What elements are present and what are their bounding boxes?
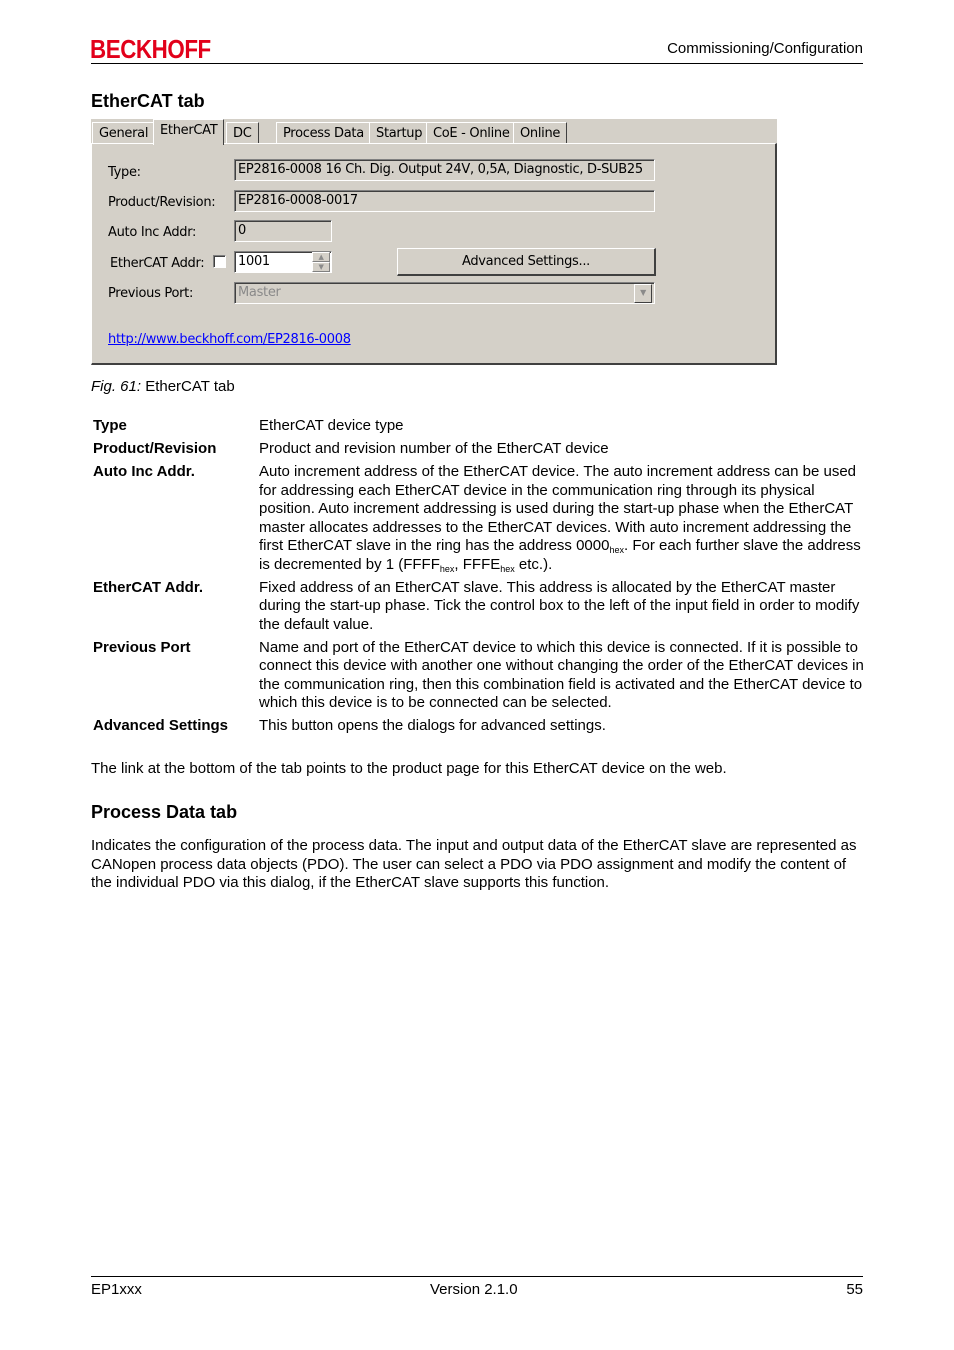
auto-inc-addr-field: 0 <box>234 220 332 242</box>
desc-previous-port: Name and port of the EtherCAT device to which this device is connected. If it is possible to connect this device with another one without changing the order of the EtherCAT devices in the communication ring, then this combination field is activated and the EtherCAT device to which this device is to be connected can be selected. <box>259 638 864 711</box>
previous-port-combobox[interactable]: Master <box>234 282 655 304</box>
beckhoff-logo: BECKHOFF <box>90 34 211 64</box>
auto-inc-addr-label: Auto Inc Addr: <box>108 225 197 240</box>
process-data-paragraph: Indicates the configuration of the process data. The input and output data of the EtherCAT slave are represented as CANopen process data objects (PDO). The user can select a PDO via PDO assignment and modify the content of the individual PDO via this dialog, if the EtherCAT slave supports this function. <box>91 837 857 891</box>
spin-down-icon[interactable]: ▼ <box>312 262 330 272</box>
desc-auto-inc-addr: Auto increment address of the EtherCAT device. The auto increment address can be used for addressing each EtherCAT device in the communication ring through its physical position. Auto increment addressing is used during the start-up phase when the EtherCAT master allocates addresses to the EtherCAT devices. With auto increment addressing the first EtherCAT slave in the ring has the address $0000_{hex}$. For each further slave the address is decremented by 1 ($FFFF_{hex}$, $FFFE_{hex}$ etc.). <box>259 463 861 574</box>
desc-type: EtherCAT device type <box>259 417 404 434</box>
desc-product-revision: Product and revision number of the EtherCAT device <box>259 440 609 457</box>
product-revision-label: Product/Revision: <box>108 195 216 210</box>
definition-row <box>93 463 865 574</box>
section-heading-ethercat-tab: EtherCAT tab <box>91 91 205 111</box>
type-field: EP2816-0008 16 Ch. Dig. Output 24V, 0,5A, Diagnostic, D-SUB25 <box>234 159 655 181</box>
type-label: Type: <box>108 165 141 180</box>
ethercat-addr-checkbox[interactable] <box>213 255 226 268</box>
spin-up-icon[interactable]: ▲ <box>312 252 330 262</box>
tab-coe-online[interactable]: CoE - Online <box>426 122 517 143</box>
definition-row <box>93 579 865 635</box>
definition-row <box>93 639 865 713</box>
product-page-link[interactable]: http://www.beckhoff.com/EP2816-0008 <box>108 332 351 347</box>
term-ethercat-addr: EtherCAT Addr. <box>93 578 204 596</box>
ethercat-addr-input[interactable]: 1001 <box>234 251 332 273</box>
ethercat-dialog <box>91 119 777 365</box>
tab-startup[interactable]: Startup <box>369 122 429 143</box>
ethercat-addr-label: EtherCAT Addr: <box>110 256 205 271</box>
term-type: Type <box>93 417 127 434</box>
product-revision-field: EP2816-0008-0017 <box>234 190 655 212</box>
definition-row <box>93 417 865 436</box>
tab-online[interactable]: Online <box>513 122 567 143</box>
term-product-revision: Product/Revision <box>93 440 217 457</box>
header-section-title: Commissioning/Configuration <box>667 40 863 57</box>
previous-port-label: Previous Port: <box>108 286 194 301</box>
term-auto-inc-addr: Auto Inc Addr. <box>93 463 195 480</box>
desc-ethercat-addr: Fixed address of an EtherCAT slave. This address is allocated by the EtherCAT master during the start-up phase. Tick the control box to the left of the input field in order to modify the default value. <box>259 578 860 633</box>
footer-page-number: 55 <box>846 1281 863 1298</box>
tab-process-data[interactable]: Process Data <box>276 122 371 143</box>
tab-general[interactable]: General <box>92 122 155 143</box>
chevron-down-icon[interactable]: ▼ <box>634 284 652 303</box>
footer-product: EP1xxx <box>91 1281 142 1298</box>
tab-dc[interactable]: DC <box>226 122 259 143</box>
header-divider <box>91 63 863 64</box>
term-previous-port: Previous Port <box>93 638 191 656</box>
figure-title: EtherCAT tab <box>145 378 235 395</box>
term-advanced-settings: Advanced Settings <box>93 717 229 734</box>
link-paragraph: The link at the bottom of the tab points to the product page for this EtherCAT device on the web. <box>91 760 727 777</box>
desc-advanced-settings: This button opens the dialogs for advanced settings. <box>259 717 606 734</box>
definition-table <box>93 417 865 740</box>
advanced-settings-button[interactable]: Advanced Settings... <box>397 248 656 276</box>
figure-caption <box>91 378 235 395</box>
definition-row <box>93 717 865 736</box>
definition-row <box>93 440 865 459</box>
tab-ethercat[interactable]: EtherCAT <box>153 119 224 145</box>
ethercat-addr-spinner[interactable] <box>312 252 330 272</box>
footer-version: Version 2.1.0 <box>430 1281 518 1298</box>
ethercat-tab-panel <box>91 143 777 365</box>
footer-divider <box>91 1276 863 1277</box>
figure-number: Fig. 61: <box>91 378 142 395</box>
section-heading-process-data-tab: Process Data tab <box>91 802 238 822</box>
